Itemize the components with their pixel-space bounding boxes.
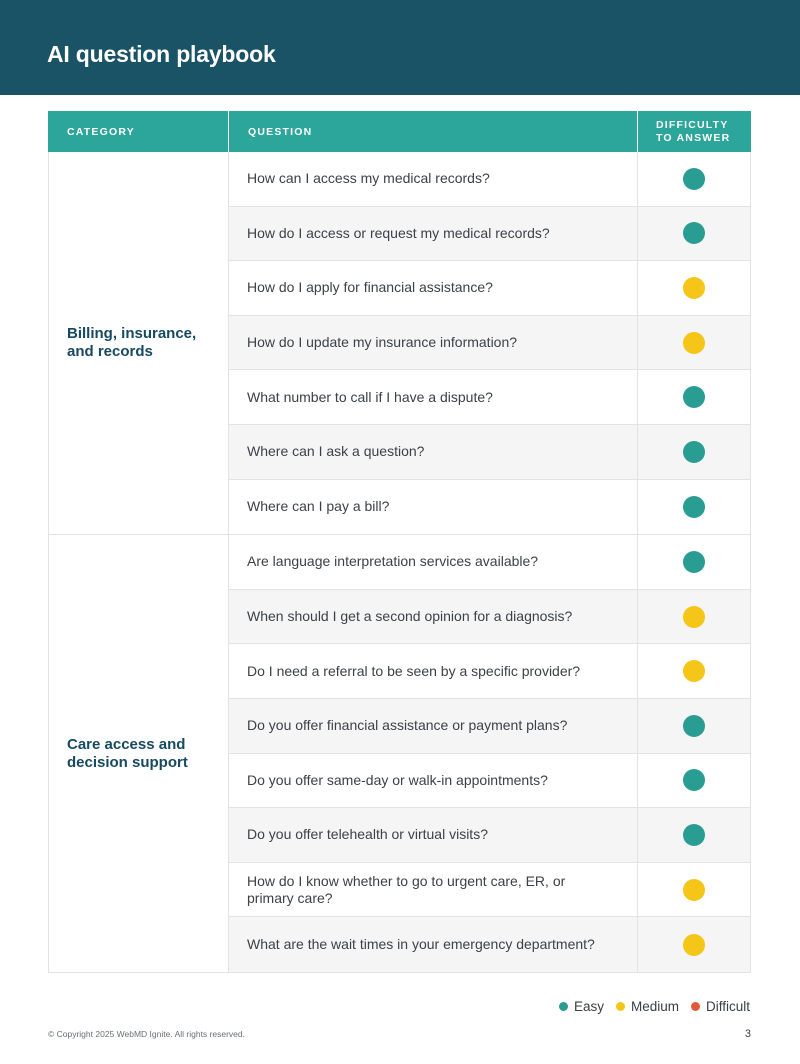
legend-label: Difficult bbox=[705, 999, 750, 1014]
table-row bbox=[229, 316, 751, 371]
difficulty-easy-dot bbox=[683, 551, 705, 573]
category-group bbox=[48, 152, 751, 535]
column-header-difficulty-line1: DIFFICULTY bbox=[656, 118, 729, 131]
difficulty-cell bbox=[638, 261, 751, 315]
table-row bbox=[229, 917, 751, 972]
table-row bbox=[229, 590, 751, 645]
table-row bbox=[229, 152, 751, 207]
question-cell: Do you offer same-day or walk-in appointments? bbox=[229, 754, 638, 808]
difficulty-cell bbox=[638, 152, 751, 206]
difficulty-easy-dot bbox=[683, 715, 705, 737]
difficulty-medium-dot bbox=[683, 934, 705, 956]
question-cell: When should I get a second opinion for a diagnosis? bbox=[229, 590, 638, 644]
legend-dot-difficult bbox=[691, 1002, 700, 1011]
difficulty-cell bbox=[638, 644, 751, 698]
page-title: AI question playbook bbox=[47, 41, 276, 67]
difficulty-easy-dot bbox=[683, 222, 705, 244]
category-cell bbox=[48, 152, 229, 534]
column-header-category: CATEGORY bbox=[48, 111, 229, 152]
table-row bbox=[229, 754, 751, 809]
difficulty-cell bbox=[638, 863, 751, 917]
table-row bbox=[229, 535, 751, 590]
category-label: Billing, insurance, and records bbox=[67, 325, 197, 361]
difficulty-cell bbox=[638, 480, 751, 535]
question-cell: Where can I pay a bill? bbox=[229, 480, 638, 535]
table-row bbox=[229, 370, 751, 425]
table-header bbox=[48, 111, 751, 152]
playbook-table bbox=[48, 111, 751, 973]
legend-item-difficult bbox=[691, 999, 750, 1014]
difficulty-easy-dot bbox=[683, 769, 705, 791]
difficulty-cell bbox=[638, 316, 751, 370]
legend-label: Easy bbox=[573, 999, 604, 1014]
table-row bbox=[229, 425, 751, 480]
difficulty-cell bbox=[638, 370, 751, 424]
legend-item-easy bbox=[559, 999, 604, 1014]
difficulty-medium-dot bbox=[683, 332, 705, 354]
question-cell: How do I update my insurance information? bbox=[229, 316, 638, 370]
question-cell: What number to call if I have a dispute? bbox=[229, 370, 638, 424]
difficulty-easy-dot bbox=[683, 496, 705, 518]
table-row bbox=[229, 808, 751, 863]
legend-dot-easy bbox=[559, 1002, 568, 1011]
difficulty-medium-dot bbox=[683, 879, 705, 901]
difficulty-medium-dot bbox=[683, 606, 705, 628]
question-rows bbox=[229, 152, 751, 534]
question-cell: Do I need a referral to be seen by a specific provider? bbox=[229, 644, 638, 698]
page-header bbox=[0, 0, 800, 95]
difficulty-cell bbox=[638, 425, 751, 479]
question-cell: Are language interpretation services available? bbox=[229, 535, 638, 589]
table-row bbox=[229, 644, 751, 699]
difficulty-easy-dot bbox=[683, 824, 705, 846]
category-cell bbox=[48, 535, 229, 972]
table-row bbox=[229, 207, 751, 262]
column-header-question: QUESTION bbox=[229, 111, 638, 152]
table-body bbox=[48, 152, 751, 973]
table-row bbox=[229, 699, 751, 754]
category-label: Care access and decision support bbox=[67, 735, 188, 771]
copyright-notice: © Copyright 2025 WebMD Ignite. All rights reserved. bbox=[48, 1029, 245, 1039]
difficulty-easy-dot bbox=[683, 386, 705, 408]
difficulty-legend bbox=[547, 999, 750, 1014]
question-cell: Do you offer telehealth or virtual visits? bbox=[229, 808, 638, 862]
difficulty-cell bbox=[638, 917, 751, 972]
difficulty-easy-dot bbox=[683, 441, 705, 463]
legend-dot-medium bbox=[616, 1002, 625, 1011]
question-cell: How do I access or request my medical records? bbox=[229, 207, 638, 261]
difficulty-cell bbox=[638, 590, 751, 644]
question-cell: How do I apply for financial assistance? bbox=[229, 261, 638, 315]
question-cell: How do I know whether to go to urgent care, ER, or primary care? bbox=[229, 863, 638, 917]
difficulty-cell bbox=[638, 207, 751, 261]
question-rows bbox=[229, 535, 751, 972]
question-cell: Where can I ask a question? bbox=[229, 425, 638, 479]
difficulty-medium-dot bbox=[683, 660, 705, 682]
column-header-difficulty-line2: TO ANSWER bbox=[656, 131, 731, 144]
legend-item-medium bbox=[616, 999, 679, 1014]
difficulty-cell bbox=[638, 754, 751, 808]
table-row bbox=[229, 261, 751, 316]
difficulty-cell bbox=[638, 535, 751, 589]
question-cell: How can I access my medical records? bbox=[229, 152, 638, 206]
page-number: 3 bbox=[744, 1028, 751, 1040]
question-cell: Do you offer financial assistance or payment plans? bbox=[229, 699, 638, 753]
table-row bbox=[229, 863, 751, 918]
difficulty-cell bbox=[638, 808, 751, 862]
difficulty-cell bbox=[638, 699, 751, 753]
difficulty-easy-dot bbox=[683, 168, 705, 190]
question-cell: What are the wait times in your emergency department? bbox=[229, 917, 638, 972]
column-header-difficulty bbox=[638, 111, 751, 152]
difficulty-medium-dot bbox=[683, 277, 705, 299]
category-group bbox=[48, 535, 751, 973]
legend-label: Medium bbox=[630, 999, 679, 1014]
table-row bbox=[229, 480, 751, 535]
